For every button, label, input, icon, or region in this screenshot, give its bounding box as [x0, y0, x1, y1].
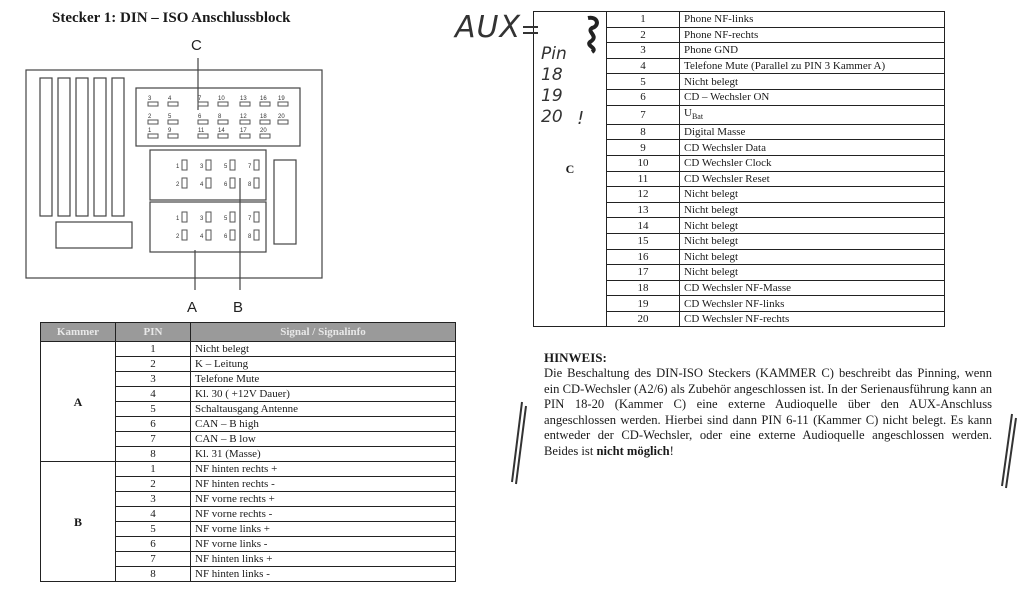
label-chamber-b: B: [233, 299, 244, 316]
pin-cell: 7: [116, 552, 191, 567]
pin-cell: 6: [116, 537, 191, 552]
handwritten-pin-number: 19: [541, 86, 563, 106]
pin-number: 20: [278, 114, 285, 120]
pin-number: 18: [260, 114, 267, 120]
signal-cell: Telefone Mute (Parallel zu PIN 3 Kammer A): [680, 58, 945, 74]
pin-number: 10: [218, 96, 225, 102]
pin-number: 19: [278, 96, 285, 102]
pin-number: 1: [148, 128, 152, 134]
note-text: [544, 366, 992, 460]
signal-cell: NF hinten rechts -: [191, 477, 456, 492]
pin-number: 7: [198, 96, 202, 102]
signal-cell: NF hinten links -: [191, 567, 456, 582]
signal-cell: CD Wechsler Clock: [680, 155, 945, 171]
pin-cell: 9: [607, 140, 680, 156]
label-chamber-a: A: [187, 299, 198, 316]
pin-number: 2: [176, 182, 180, 188]
signal-cell: Phone GND: [680, 43, 945, 59]
pin-cell: 11: [607, 171, 680, 187]
pin-cell: 1: [116, 462, 191, 477]
signal-cell: CAN – B high: [191, 417, 456, 432]
pin-cell: 14: [607, 218, 680, 234]
signal-cell: NF vorne links +: [191, 522, 456, 537]
pin-cell: 15: [607, 233, 680, 249]
col-header-pin: PIN: [116, 323, 191, 342]
note-text-end: !: [669, 443, 674, 458]
pin-cell: 16: [607, 249, 680, 265]
pin-cell: 8: [607, 124, 680, 140]
handwritten-pin-number: 18: [541, 65, 563, 85]
signal-cell: Phone NF-rechts: [680, 27, 945, 43]
handwritten-pin-note: [541, 44, 567, 128]
signal-cell: CAN – B low: [191, 432, 456, 447]
note-text-body: Die Beschaltung des DIN-ISO Steckers (KAMMER C) beschreibt das Pinning, wenn ein CD-Wechsler (A2/6) als Zubehör angeschlossen ist. In der Serienausführung kann an PIN 18-20 (Kammer C) eine externe Audioquelle über den AUX-Anschluss angeschlossen werden. Hierbei sind dann PIN 6-11 (Kammer C) nicht belegt. Es kann entweder der CD-Wechsler, oder eine externe Audioquelle angeschlossen werden. Beides ist: [544, 366, 992, 458]
kammer-cell-c: C: [534, 12, 607, 327]
pin-number: 8: [248, 234, 252, 240]
handwritten-pin-label: Pin: [541, 44, 567, 64]
pin-number: 5: [224, 164, 228, 170]
pin-cell: 19: [607, 296, 680, 312]
signal-cell: CD Wechsler Reset: [680, 171, 945, 187]
pin-number: 4: [200, 234, 204, 240]
signal-cell: Nicht belegt: [680, 74, 945, 90]
pin-number: 3: [148, 96, 152, 102]
pin-cell: 8: [116, 447, 191, 462]
pin-cell: 4: [607, 58, 680, 74]
pin-cell: 4: [116, 387, 191, 402]
pin-number: 9: [168, 128, 172, 134]
signal-cell: CD – Wechsler ON: [680, 89, 945, 105]
pin-cell: 10: [607, 155, 680, 171]
pin-cell: 5: [116, 522, 191, 537]
signal-cell: CD Wechsler NF-Masse: [680, 280, 945, 296]
handwritten-scribble: [584, 14, 604, 56]
pin-cell: 18: [607, 280, 680, 296]
handwritten-pin-number: 20: [541, 107, 563, 127]
handwritten-exclamation: !: [577, 108, 585, 129]
pin-number: 16: [260, 96, 267, 102]
pin-cell: 1: [607, 12, 680, 28]
signal-cell: CD Wechsler NF-links: [680, 296, 945, 312]
pin-number: 2: [148, 114, 152, 120]
signal-cell: Nicht belegt: [680, 202, 945, 218]
pin-number: 8: [218, 114, 222, 120]
signal-cell: NF vorne rechts +: [191, 492, 456, 507]
pin-number: 3: [200, 216, 204, 222]
pin-cell: 7: [116, 432, 191, 447]
pin-number: 5: [168, 114, 172, 120]
pin-cell: 20: [607, 311, 680, 327]
signal-cell: Nicht belegt: [680, 187, 945, 203]
signal-cell: Nicht belegt: [680, 249, 945, 265]
pin-cell: 5: [116, 402, 191, 417]
pin-number: 20: [260, 128, 267, 134]
pin-cell: 6: [116, 417, 191, 432]
pin-number: 6: [198, 114, 202, 120]
pin-number: 14: [218, 128, 225, 134]
label-chamber-c: C: [191, 37, 202, 54]
signal-cell: Kl. 30 ( +12V Dauer): [191, 387, 456, 402]
pin-cell: 1: [116, 342, 191, 357]
pin-number: 6: [224, 234, 228, 240]
margin-mark-left: [506, 398, 528, 488]
note-text-bold: nicht möglich: [596, 443, 670, 458]
signal-cell: CD Wechsler Data: [680, 140, 945, 156]
signal-cell: Digital Masse: [680, 124, 945, 140]
pin-number: 5: [224, 216, 228, 222]
pin-number: 12: [240, 114, 247, 120]
table-header-row: [41, 323, 456, 342]
pin-cell: 4: [116, 507, 191, 522]
kammer-cell-b: B: [41, 462, 116, 582]
pin-number: 2: [176, 234, 180, 240]
margin-mark-right: [996, 410, 1018, 490]
signal-cell: Nicht belegt: [680, 218, 945, 234]
pin-cell: 3: [116, 492, 191, 507]
signal-cell: K – Leitung: [191, 357, 456, 372]
signal-cell: Kl. 31 (Masse): [191, 447, 456, 462]
pin-cell: 2: [116, 477, 191, 492]
pin-number: 3: [200, 164, 204, 170]
pin-number: 1: [176, 216, 180, 222]
signal-cell: Nicht belegt: [680, 265, 945, 281]
signal-cell: Phone NF-links: [680, 12, 945, 28]
pin-number: 8: [248, 182, 252, 188]
pin-cell: 8: [116, 567, 191, 582]
pin-cell: 3: [607, 43, 680, 59]
pin-number: 4: [168, 96, 172, 102]
col-header-kammer: Kammer: [41, 323, 116, 342]
handwritten-equals-mark: [522, 20, 540, 40]
signal-cell: Telefone Mute: [191, 372, 456, 387]
col-header-signal: Signal / Signalinfo: [191, 323, 456, 342]
pin-cell: 7: [607, 105, 680, 124]
pin-number: 6: [224, 182, 228, 188]
pin-table-a-b: [40, 322, 456, 582]
pin-cell: 2: [116, 357, 191, 372]
pin-cell: 5: [607, 74, 680, 90]
pin-cell: 12: [607, 187, 680, 203]
pin-number: 7: [248, 164, 252, 170]
signal-cell: Nicht belegt: [680, 233, 945, 249]
kammer-cell-a: A: [41, 342, 116, 462]
pin-cell: 17: [607, 265, 680, 281]
pin-number: 7: [248, 216, 252, 222]
connector-diagram: [0, 0, 340, 320]
page-title: Stecker 1: DIN – ISO Anschlussblock: [52, 10, 291, 26]
signal-cell: CD Wechsler NF-rechts: [680, 311, 945, 327]
pin-cell: 2: [607, 27, 680, 43]
subscript: Bat: [691, 111, 704, 121]
signal-cell: NF vorne links -: [191, 537, 456, 552]
pin-table-c: [533, 11, 945, 327]
pin-number: 11: [198, 128, 205, 134]
pin-cell: 13: [607, 202, 680, 218]
pin-number: 13: [240, 96, 247, 102]
table-row: [41, 342, 456, 357]
signal-cell: Schaltausgang Antenne: [191, 402, 456, 417]
pin-number: 17: [240, 128, 247, 134]
handwritten-aux: AUX: [455, 10, 522, 45]
pin-number: 1: [176, 164, 180, 170]
signal-cell: NF hinten rechts +: [191, 462, 456, 477]
table-row: [41, 462, 456, 477]
pin-cell: 6: [607, 89, 680, 105]
signal-cell: NF hinten links +: [191, 552, 456, 567]
signal-cell: Nicht belegt: [191, 342, 456, 357]
pin-number: 4: [200, 182, 204, 188]
signal-cell: NF vorne rechts -: [191, 507, 456, 522]
note-heading: HINWEIS:: [544, 350, 607, 365]
signal-cell: $U_{Bat}$: [680, 105, 945, 124]
pin-cell: 3: [116, 372, 191, 387]
